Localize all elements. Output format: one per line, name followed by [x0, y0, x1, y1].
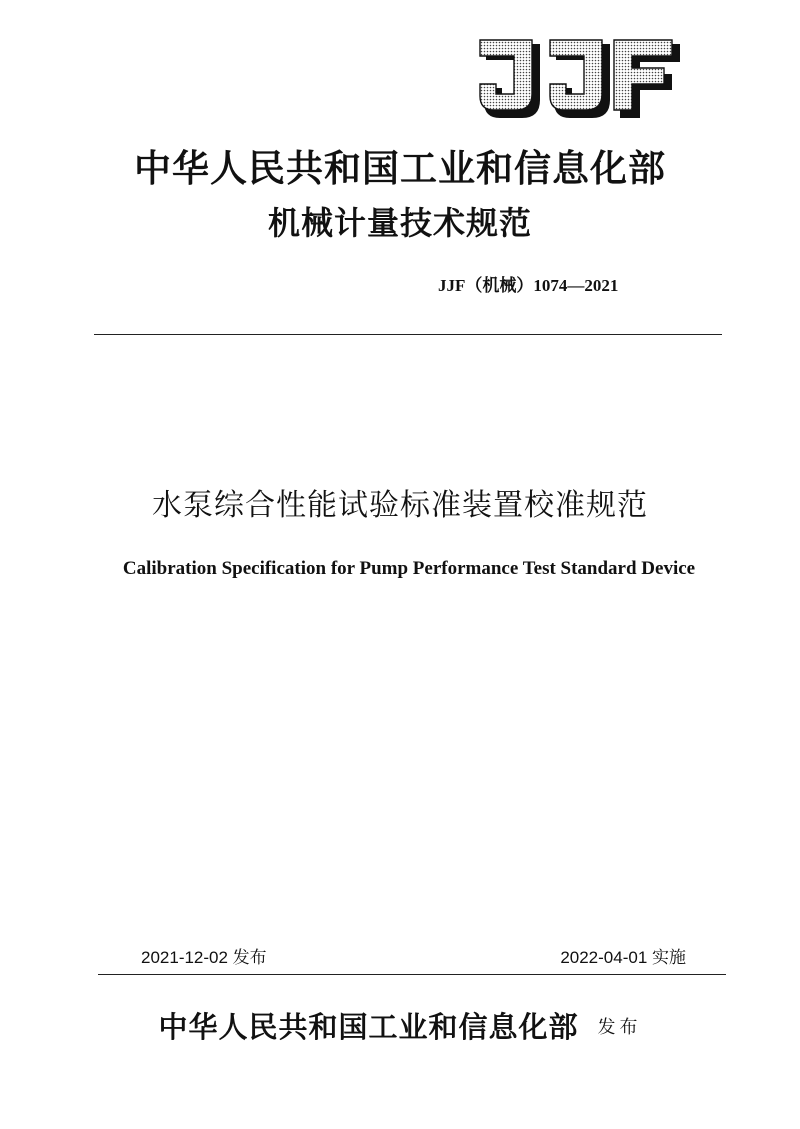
- series-title: 机械计量技术规范: [267, 204, 532, 242]
- issuer-top: 中华人民共和国工业和信息化部: [134, 146, 666, 190]
- top-divider: [94, 334, 722, 335]
- jjf-logo: [474, 38, 684, 120]
- document-code: JJF（机械）1074—2021: [438, 276, 619, 295]
- publisher-line: [0, 1007, 800, 1047]
- issue-date: 2021-12-02 发布: [141, 948, 267, 967]
- bottom-divider: [98, 974, 726, 975]
- publisher-suffix: 发布: [597, 1017, 642, 1038]
- implementation-date: 2022-04-01 实施: [560, 948, 686, 967]
- document-title-en: Calibration Specification for Pump Performance Test Standard Device: [122, 558, 696, 579]
- document-title-cn: 水泵综合性能试验标准装置校准规范: [152, 488, 648, 523]
- jjf-logo-graphic: [474, 38, 684, 120]
- publisher-name: 中华人民共和国工业和信息化部: [158, 1010, 579, 1044]
